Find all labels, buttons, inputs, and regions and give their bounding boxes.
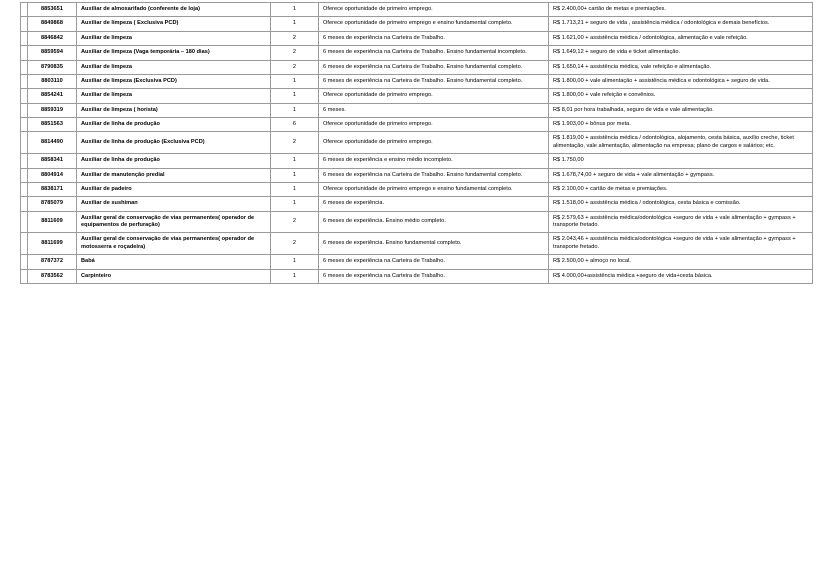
row-margin-cell [21,233,28,255]
cell-vacancy-title: Auxiliar de limpeza [77,89,271,103]
cell-vacancy-requirements: 6 meses de experiência na Carteira de Trabalho. Ensino fundamental completo. [319,60,549,74]
cell-vacancy-requirements: 6 meses de experiência. Ensino fundamental completo. [319,233,549,255]
table-row [21,118,813,132]
row-margin-cell [21,211,28,233]
row-margin-cell [21,168,28,182]
table-row [21,60,813,74]
cell-vacancy-quantity: 1 [271,168,319,182]
cell-vacancy-benefits: R$ 1.678,74,00 + seguro de vida + vale alimentação + gympass. [549,168,813,182]
row-margin-cell [21,182,28,196]
cell-vacancy-id: 8846842 [28,31,77,45]
table-row [21,3,813,17]
table-row [21,46,813,60]
cell-vacancy-quantity: 1 [271,197,319,211]
cell-vacancy-requirements: 6 meses de experiência na Carteira de Trabalho. [319,255,549,269]
cell-vacancy-requirements: Oferece oportunidade de primeiro emprego. [319,132,549,154]
cell-vacancy-title: Auxiliar de limpeza (Vaga temporária – 180 dias) [77,46,271,60]
cell-vacancy-id: 8803110 [28,74,77,88]
cell-vacancy-benefits: R$ 1.713,21 + seguro de vida , assistência médica / odontológica e demais benefícios. [549,17,813,31]
cell-vacancy-requirements: 6 meses. [319,103,549,117]
cell-vacancy-title: Auxiliar de limpeza [77,60,271,74]
row-margin-cell [21,103,28,117]
cell-vacancy-title: Auxiliar de limpeza ( Exclusiva PCD) [77,17,271,31]
cell-vacancy-requirements: Oferece oportunidade de primeiro emprego. [319,118,549,132]
cell-vacancy-benefits: R$ 1.750,00 [549,154,813,168]
cell-vacancy-id: 8790835 [28,60,77,74]
job-vacancy-table [20,2,813,284]
cell-vacancy-benefits: R$ 1.800,00 + vale alimentação + assistência médica e odontológica + seguro de vida. [549,74,813,88]
row-margin-cell [21,118,28,132]
cell-vacancy-quantity: 2 [271,60,319,74]
cell-vacancy-title: Auxiliar de sushiman [77,197,271,211]
table-row [21,211,813,233]
cell-vacancy-quantity: 2 [271,211,319,233]
table-row [21,168,813,182]
table-row [21,74,813,88]
cell-vacancy-id: 8854241 [28,89,77,103]
cell-vacancy-title: Carpinteiro [77,269,271,283]
cell-vacancy-id: 8858341 [28,154,77,168]
cell-vacancy-benefits: R$ 1.819,00 + assistência médica / odontológica, alojamento, cesta básica, auxílio creche, ticket alimentação, vale alimentação, alimentação na empresa; plano de cargos e salários; etc. [549,132,813,154]
cell-vacancy-requirements: Oferece oportunidade de primeiro emprego. [319,3,549,17]
table-row [21,89,813,103]
cell-vacancy-quantity: 1 [271,269,319,283]
cell-vacancy-id: 8814490 [28,132,77,154]
cell-vacancy-title: Auxiliar de almoxarifado (conferente de loja) [77,3,271,17]
cell-vacancy-benefits: R$ 2.500,00 + almoço no local. [549,255,813,269]
row-margin-cell [21,74,28,88]
cell-vacancy-benefits: R$ 1.649,12 + seguro de vida e ticket alimentação. [549,46,813,60]
cell-vacancy-quantity: 1 [271,89,319,103]
cell-vacancy-title: Auxiliar de limpeza [77,31,271,45]
cell-vacancy-requirements: 6 meses de experiência na Carteira de Trabalho. Ensino fundamental completo. [319,74,549,88]
cell-vacancy-quantity: 2 [271,132,319,154]
table-row [21,197,813,211]
cell-vacancy-id: 8787372 [28,255,77,269]
cell-vacancy-id: 8849868 [28,17,77,31]
cell-vacancy-quantity: 1 [271,255,319,269]
cell-vacancy-quantity: 1 [271,182,319,196]
cell-vacancy-benefits: R$ 4.000,00+assistência médica +seguro de vida+cesta básica. [549,269,813,283]
row-margin-cell [21,197,28,211]
row-margin-cell [21,132,28,154]
table-row [21,233,813,255]
table-row [21,17,813,31]
table-row [21,103,813,117]
table-row [21,31,813,45]
cell-vacancy-benefits: R$ 2.400,00+ cartão de metas e premiações. [549,3,813,17]
cell-vacancy-title: Auxiliar de linha de produção (Exclusiva PCD) [77,132,271,154]
cell-vacancy-benefits: R$ 8,01 por hora trabalhada, seguro de vida e vale alimentação. [549,103,813,117]
cell-vacancy-id: 8785079 [28,197,77,211]
cell-vacancy-title: Auxiliar de limpeza (Exclusiva PCD) [77,74,271,88]
cell-vacancy-benefits: R$ 2.100,00 + cartão de metas e premiações. [549,182,813,196]
cell-vacancy-quantity: 6 [271,118,319,132]
cell-vacancy-quantity: 1 [271,17,319,31]
cell-vacancy-benefits: R$ 1.800,00 + vale refeição e convênios. [549,89,813,103]
row-margin-cell [21,60,28,74]
table-row [21,132,813,154]
row-margin-cell [21,154,28,168]
cell-vacancy-title: Auxiliar de linha de produção [77,118,271,132]
table-row [21,154,813,168]
row-margin-cell [21,89,28,103]
cell-vacancy-requirements: 6 meses de experiência. Ensino médio completo. [319,211,549,233]
cell-vacancy-quantity: 1 [271,3,319,17]
row-margin-cell [21,3,28,17]
cell-vacancy-requirements: 6 meses de experiência na Carteira de Trabalho. [319,31,549,45]
row-margin-cell [21,46,28,60]
cell-vacancy-requirements: 6 meses de experiência e ensino médio incompleto. [319,154,549,168]
cell-vacancy-id: 8811609 [28,211,77,233]
cell-vacancy-id: 8859594 [28,46,77,60]
cell-vacancy-requirements: 6 meses de experiência na Carteira de Trabalho. Ensino fundamental incompleto. [319,46,549,60]
cell-vacancy-quantity: 1 [271,74,319,88]
cell-vacancy-benefits: R$ 1.650,14 + assistência médica, vale refeição e alimentação. [549,60,813,74]
cell-vacancy-title: Auxiliar geral de conservação de vias permanentes( operador de motosserra e roçadeira) [77,233,271,255]
cell-vacancy-requirements: 6 meses de experiência na Carteira de Trabalho. [319,269,549,283]
cell-vacancy-id: 8811699 [28,233,77,255]
cell-vacancy-benefits: R$ 1.621,00 + assistência médica / odontológica, alimentação e vale refeição. [549,31,813,45]
row-margin-cell [21,269,28,283]
cell-vacancy-title: Auxiliar de padeiro [77,182,271,196]
cell-vacancy-benefits: R$ 1.518,00 + assistência médica / odontológica, cesta básica e comissão. [549,197,813,211]
cell-vacancy-requirements: 6 meses de experiência. [319,197,549,211]
cell-vacancy-id: 8838171 [28,182,77,196]
table-body [21,3,813,284]
cell-vacancy-quantity: 1 [271,103,319,117]
row-margin-cell [21,255,28,269]
cell-vacancy-title: Auxiliar de manutenção predial [77,168,271,182]
table-row [21,182,813,196]
cell-vacancy-benefits: R$ 2.043,46 + assistência médica/odontológica +seguro de vida + vale alimentação + gympass + transporte fretado. [549,233,813,255]
cell-vacancy-quantity: 1 [271,154,319,168]
cell-vacancy-quantity: 2 [271,233,319,255]
cell-vacancy-requirements: 6 meses de experiência na Carteira de Trabalho. Ensino fundamental completo. [319,168,549,182]
cell-vacancy-id: 8804914 [28,168,77,182]
cell-vacancy-title: Auxiliar de limpeza ( horista) [77,103,271,117]
cell-vacancy-id: 8783562 [28,269,77,283]
table-row [21,269,813,283]
cell-vacancy-requirements: Oferece oportunidade de primeiro emprego. [319,89,549,103]
cell-vacancy-id: 8859319 [28,103,77,117]
cell-vacancy-benefits: R$ 2.579,63 + assistência médica/odontológica +seguro de vida + vale alimentação + gympass + transporte fretado. [549,211,813,233]
cell-vacancy-id: 8851563 [28,118,77,132]
cell-vacancy-quantity: 2 [271,46,319,60]
cell-vacancy-requirements: Oferece oportunidade de primeiro emprego e ensino fundamental completo. [319,182,549,196]
cell-vacancy-benefits: R$ 1.903,00 + bônus por meta. [549,118,813,132]
cell-vacancy-id: 8853651 [28,3,77,17]
cell-vacancy-requirements: Oferece oportunidade de primeiro emprego e ensino fundamental completo. [319,17,549,31]
cell-vacancy-quantity: 2 [271,31,319,45]
cell-vacancy-title: Auxiliar de linha de produção [77,154,271,168]
table-row [21,255,813,269]
row-margin-cell [21,17,28,31]
cell-vacancy-title: Babá [77,255,271,269]
cell-vacancy-title: Auxiliar geral de conservação de vias permanentes( operador de equipamentos de perfuração) [77,211,271,233]
row-margin-cell [21,31,28,45]
